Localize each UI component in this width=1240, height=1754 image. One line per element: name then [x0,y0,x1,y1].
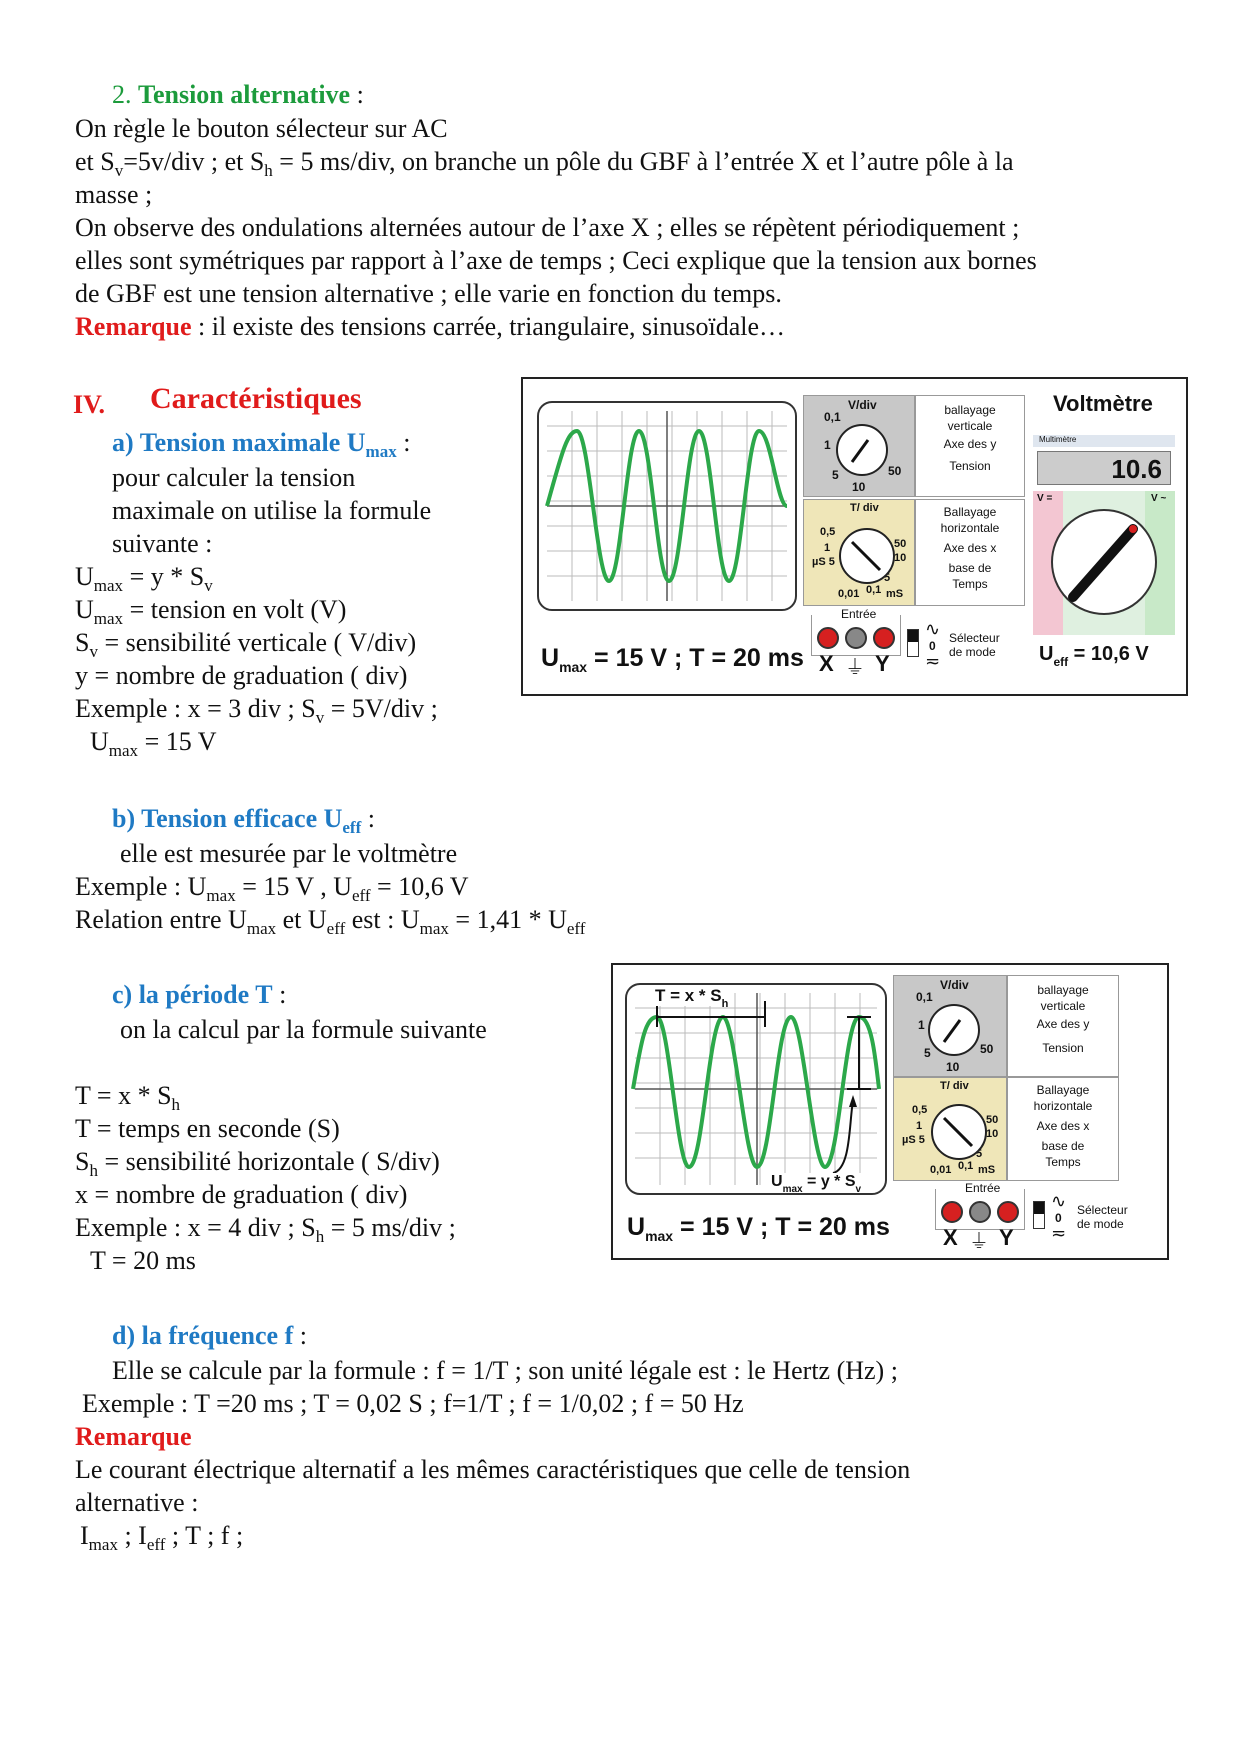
oscilloscope-figure-1 [521,377,1188,696]
voltmeter-1 [1033,389,1178,684]
mode-label: Sélecteur de mode [949,631,1000,659]
section4-remark-line2: alternative : [75,1488,199,1517]
entree-label: Entrée [841,607,877,621]
c-formula1: $T = x * S_h$ [75,1081,181,1114]
b-line1: elle est mesurée par le voltmètre [120,839,458,868]
section2-p4: On observe des ondulations alternées autour de l’axe X ; elles se répètent périodiquement ; [75,213,1020,242]
tdiv-knob-2[interactable] [930,1100,988,1162]
a-example1: Exemple : x = 3 div ; $S_v = 5V/div$ ; [75,694,438,727]
a-line2: maximale on utilise la formule [112,496,432,525]
subsection-d-title: d) la fréquence f : [112,1321,307,1350]
c-line1: on la calcul par la formule suivante [120,1015,487,1044]
input-y-jack-2[interactable] [997,1201,1019,1223]
a-formula2: $U_{max}$ = tension en volt (V) [75,595,347,628]
horizontal-labels-1: Ballayage horizontale Axe des x base de Temps [915,499,1025,606]
a-line1: pour calculer la tension [112,463,356,492]
subsection-b-title: b) Tension efficace $U_{eff}$ : [112,804,375,837]
c-example2: T = 20 ms [90,1246,196,1275]
section2-title: Tension alternative [138,80,351,109]
ground-jack[interactable] [845,627,867,649]
tdiv-knob-panel-1: T/ div 0,5 1 µS 5 0,01 0,1 mS 50 10 5 [803,499,915,606]
ground-symbol-2: ⏚ [969,1231,989,1253]
subsection-c-title: c) la période T : [112,980,287,1009]
c-example1: Exemple : x = 4 div ; $S_h = 5$ ms/div ; [75,1213,456,1246]
d-line1: Elle se calcule par la formule : f = 1/T ; son unité légale est : le Hertz (Hz) ; [112,1356,898,1385]
input-x-jack[interactable] [817,627,839,649]
multimetre-titlebar: Multimètre [1033,435,1175,447]
subsection-a-title: a) Tension maximale $U_{max}$ : [112,428,411,461]
section2-number: 2. [112,80,132,109]
section2-p5: elles sont symétriques par rapport à l’axe de temps ; Ceci explique que la tension aux bornes [75,246,1037,275]
vertical-labels-1: ballayage verticale Axe des y Tension [915,395,1025,497]
section4-remark-list: $I_{max}$ ; $I_{eff}$ ; T ; f ; [80,1521,244,1554]
ground-symbol: ⏚ [845,657,865,679]
d-example: Exemple : T =20 ms ; T = 0,02 S ; f=1/T ; f = 1/0,02 ; f = 50 Hz [82,1389,744,1418]
a-formula4: y = nombre de graduation ( div) [75,661,408,690]
section4-remark-line1: Le courant électrique alternatif a les mêmes caractéristiques que celle de tension [75,1455,911,1484]
a-formula3: $S_v$ = sensibilité verticale ( V/div) [75,628,417,661]
a-formula1: $U_{max} = y * S_v$ [75,562,213,595]
dc-symbol-2: ≂ [1051,1223,1067,1243]
scope-screen-2 [625,983,887,1195]
section2-remark: Remarque : il existe des tensions carrée, triangulaire, sinusoïdale… [75,312,786,341]
vdiv-title: V/div [848,398,877,412]
ac-symbol-2: ∿ [1051,1191,1067,1211]
a-line3: suivante : [112,529,213,558]
b-relation: Relation entre $U_{max}$ et $U_{eff}$ est : $U_{max} = 1,41 * U_{eff}$ [75,905,586,938]
ueff-caption: $U_{eff} = 10,6$ V [1039,643,1149,669]
section4-heading: IV. Caractéristiques [73,382,362,419]
vertical-labels-2: ballayage verticale Axe des y Tension [1007,975,1119,1077]
voltmeter-title: Voltmètre [1053,391,1153,416]
section2-heading: 2. Tension alternative : [112,80,364,109]
ground-jack-2[interactable] [969,1201,991,1223]
scope-screen-1 [537,401,797,611]
section2-p2: et $S_v=5v$/div ; et $S_h = 5$ ms/div, on branche un pôle du GBF à l’entrée X et l’autre pôle à la [75,147,1014,180]
c-formula3: $S_h$ = sensibilité horizontale ( S/div) [75,1147,440,1180]
mode-label-2: Sélecteur de mode [1077,1203,1128,1231]
vdiv-knob-2[interactable] [926,1002,982,1058]
voltmeter-display: 10.6 [1037,451,1171,485]
a-example2: $U_{max} = 15$ V [90,727,217,760]
c-formula4: x = nombre de graduation ( div) [75,1180,408,1209]
inputs-panel-2: Entrée X ⏚ Y ∿ 0 ≂ Sélecteur de mode [927,1181,1157,1255]
c-formula2: T = temps en seconde (S) [75,1114,340,1143]
mode-switch-2[interactable] [1033,1201,1045,1229]
mode-switch[interactable] [907,629,919,657]
dc-symbol: ≂ [925,651,941,671]
section2-p3: masse ; [75,180,153,209]
amplitude-formula-label: $U_{max} = y * S_v$ [771,1173,862,1195]
input-y-jack[interactable] [873,627,895,649]
scope-caption-1: $U_{max} = 15$ V ; T = 20 ms [541,644,804,675]
vdiv-knob-panel-1: V/div 0,1 1 5 10 50 [803,395,915,497]
section2-p6: de GBF est une tension alternative ; elle varie en fonction du temps. [75,279,782,308]
section4-remark-label: Remarque [75,1422,192,1451]
scope-caption-2: $U_{max} = 15$ V ; T = 20 ms [627,1213,890,1244]
inputs-panel-1: Entrée X ⏚ Y ∿ 0 ≂ Sélecteur de mode [803,607,1023,685]
multimeter-knob[interactable] [1047,505,1161,619]
horizontal-labels-2: Ballayage horizontale Axe des x base de Temps [1007,1077,1119,1181]
oscilloscope-figure-2 [611,963,1169,1260]
input-x-jack-2[interactable] [941,1201,963,1223]
tdiv-knob[interactable] [838,524,896,586]
vdiv-knob-panel-2: V/div 0,1 1 5 10 50 [893,975,1007,1077]
section2-p1: On règle le bouton sélecteur sur AC [75,114,448,143]
tdiv-title: T/ div [850,502,879,514]
multimeter-dial-panel: V = V ~ [1033,491,1175,635]
period-formula-label: $T = x * S_h$ [655,986,729,1010]
b-example: Exemple : $U_{max} = 15$ V , $U_{eff} = 10,6$ V [75,872,469,905]
tdiv-knob-panel-2: T/ div 0,5 1 µS 5 0,01 0,1 mS 50 10 5 [893,1077,1007,1181]
ac-symbol: ∿ [925,619,941,639]
vdiv-knob[interactable] [834,422,890,478]
